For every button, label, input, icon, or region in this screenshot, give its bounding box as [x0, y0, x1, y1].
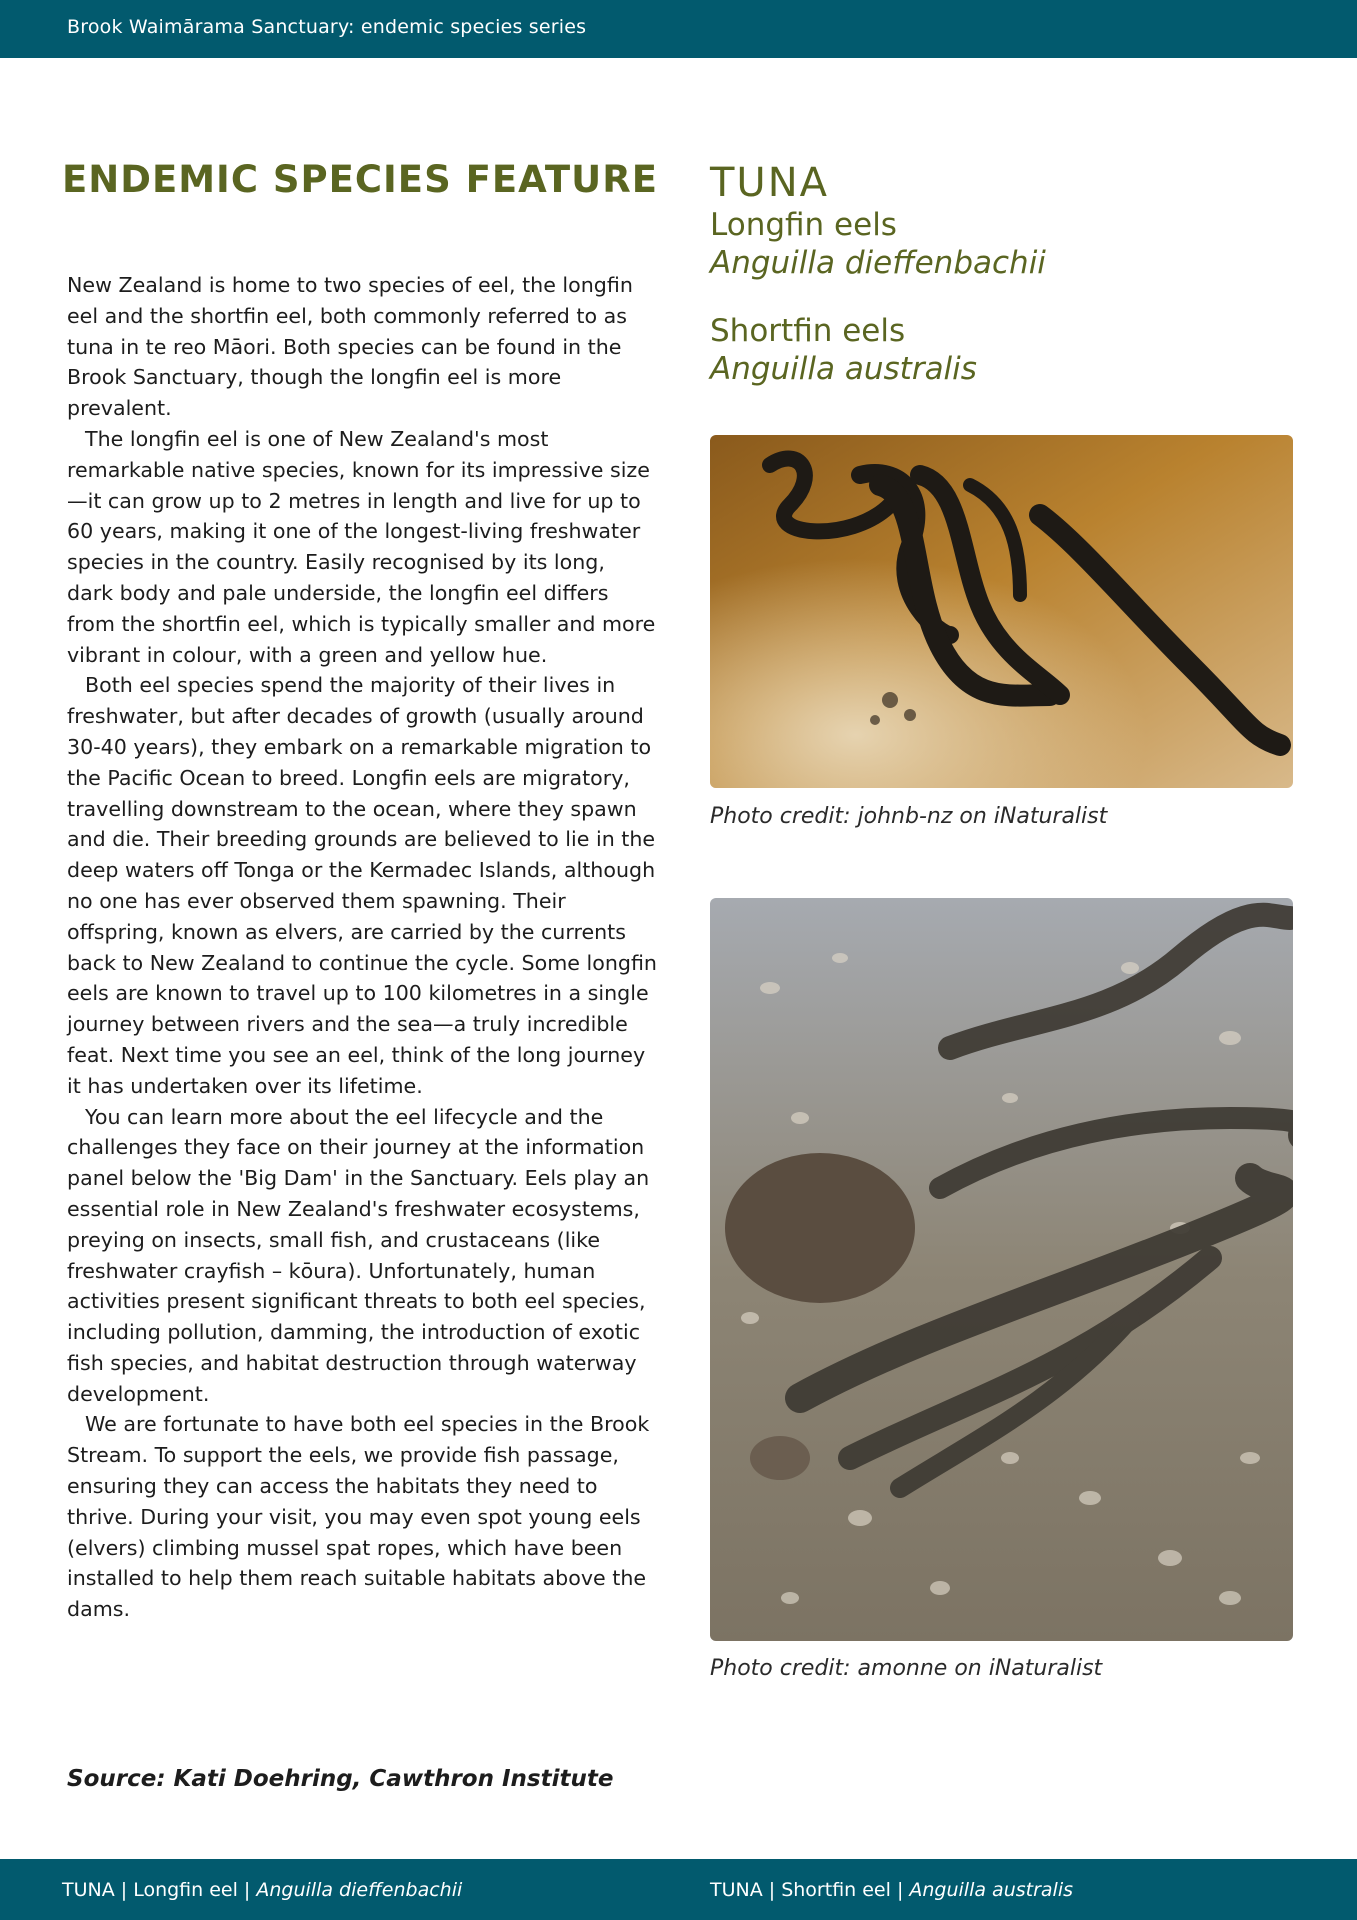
longfin-common-name: Longfin eels: [710, 207, 897, 243]
footer-caption-text: TUNA | Shortfin eel |: [710, 1879, 910, 1901]
footer-caption-latin: Anguilla dieffenbachii: [256, 1879, 463, 1901]
article-paragraph: The longfin eel is one of New Zealand's most remarkable native species, known for its impressive size—it can grow up to 2 metres in length and live for up to 60 years, making it one of the longest-living freshwater species in the country. Easily recognised by its long, dark body and pale underside, the longfin eel differs from the shortfin eel, which is typically smaller and more vibrant in colour, with a green and yellow hue.: [67, 426, 656, 667]
species-title: TUNA: [710, 160, 829, 206]
article-body: [67, 270, 657, 1625]
footer-caption-latin: Anguilla australis: [909, 1879, 1073, 1901]
shortfin-eels-photo: [710, 898, 1293, 1641]
shortfin-latin-name: Anguilla australis: [710, 351, 977, 387]
source-credit: Source: Kati Doehring, Cawthron Institute: [67, 1766, 614, 1792]
photo-credit: Photo credit: johnb-nz on iNaturalist: [710, 804, 1108, 829]
article-paragraph: We are fortunate to have both eel species in the Brook Stream. To support the eels, we provide fish passage, ensuring they can access the habitats they need to thrive. During your visit, you may even spot young eels (elvers) climbing mussel spat ropes, which have been installed to help them reach suitable habitats above the dams.: [67, 1412, 650, 1622]
shortfin-common-name: Shortfin eels: [710, 313, 906, 349]
header-bar: [0, 0, 1357, 58]
header-title: Brook Waimārama Sanctuary: endemic species series: [67, 16, 587, 38]
longfin-latin-name: Anguilla dieffenbachii: [710, 245, 1046, 281]
article-paragraph: You can learn more about the eel lifecycle and the challenges they face on their journey at the information panel below the 'Big Dam' in the Sanctuary. Eels play an essential role in New Zealand's freshwater ecosystems, preying on insects, small fish, and crustaceans (like freshwater crayfish – kōura). Unfortunately, human activities present significant threats to both eel species, including pollution, damming, the introduction of exotic fish species, and habitat destruction through waterway development.: [67, 1104, 650, 1406]
footer-caption-shortfin: [710, 1879, 1073, 1901]
longfin-eels-photo: [710, 435, 1293, 788]
photo-credit: Photo credit: amonne on iNaturalist: [710, 1656, 1103, 1681]
article-paragraph: Both eel species spend the majority of their lives in freshwater, but after decades of growth (usually around 30-40 years), they embark on a remarkable migration to the Pacific Ocean to breed. Longfin eels are migratory, travelling downstream to the ocean, where they spawn and die. Their breeding grounds are believed to lie in the deep waters off Tonga or the Kermadec Islands, although no one has ever observed them spawning. Their offspring, known as elvers, are carried by the currents back to New Zealand to continue the cycle. Some longfin eels are known to travel up to 100 kilometres in a single journey between rivers and the sea—a truly incredible feat. Next time you see an eel, think of the long journey it has undertaken over its lifetime.: [67, 673, 657, 1098]
footer-caption-text: TUNA | Longfin eel |: [62, 1879, 257, 1901]
feature-heading: ENDEMIC SPECIES FEATURE: [62, 158, 658, 201]
article-paragraph: New Zealand is home to two species of eel, the longfin eel and the shortfin eel, both commonly referred to as tuna in te reo Māori. Both species can be found in the Brook Sanctuary, though the longfin eel is more prevalent.: [67, 273, 633, 421]
footer-caption-longfin: [62, 1879, 462, 1901]
species-names: [710, 160, 1300, 388]
footer-bar: [0, 1859, 1357, 1920]
feature-column: [62, 158, 662, 201]
